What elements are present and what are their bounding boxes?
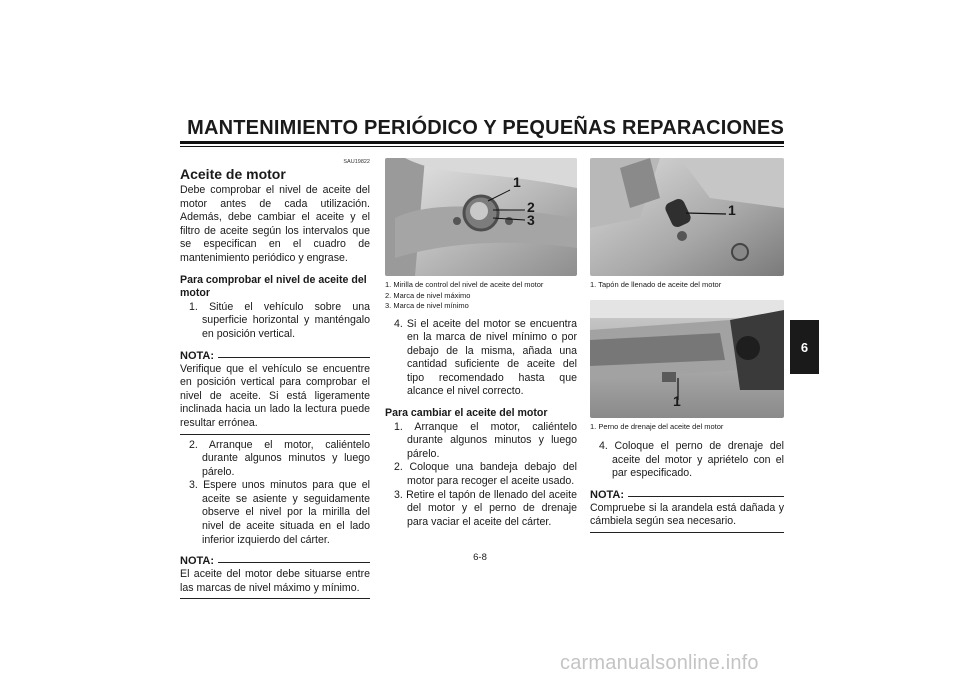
- filler-cap-illustration: [590, 158, 784, 276]
- oil-level-window-photo: [385, 158, 577, 276]
- header-rule-thin: [180, 146, 784, 147]
- caption-filler-cap: [590, 280, 784, 291]
- callout-2: 2: [527, 199, 535, 215]
- header-rule: [180, 141, 784, 144]
- drain-bolt-illustration: [590, 300, 784, 418]
- change-step-2: 2. Coloque una bandeja debajo del motor para recoger el aceite usado.: [394, 461, 577, 488]
- oil-filler-cap-photo: [590, 158, 784, 276]
- check-step-2: 2. Arranque el motor, caliéntelo durante algunos minutos y luego párelo.: [189, 438, 370, 478]
- note-label: NOTA:: [590, 488, 625, 501]
- column-2: [385, 158, 577, 529]
- caption-text: 1. Perno de drenaje del aceite del motor: [590, 421, 724, 431]
- note-box-2: [180, 555, 370, 599]
- note-text: Verifique que el vehículo se encuentre en posición vertical para comprobar el nivel de aceite. Si está ligeramente inclinada hacia un lado la lectura puede resultar errónea.: [180, 362, 370, 429]
- callout-1: 1: [513, 174, 521, 190]
- section-code: SAU19822: [343, 159, 370, 165]
- note-box-1: [180, 350, 370, 435]
- caption-3: 3. Marca de nivel mínimo: [385, 301, 469, 310]
- caption-1: 1. Mirilla de control del nivel de aceite del motor: [385, 280, 544, 289]
- column-3: [590, 158, 784, 537]
- callout-1: 1: [673, 392, 681, 409]
- note-box-3: [590, 489, 784, 533]
- subheading-check-oil: Para comprobar el nivel de aceite del motor: [180, 273, 367, 300]
- change-step-4: 4. Coloque el perno de drenaje del aceite del motor y apriételo con el par especificado.: [599, 440, 784, 480]
- note-text: El aceite del motor debe situarse entre las marcas de nivel máximo y mínimo.: [180, 568, 370, 594]
- check-step-1: 1. Sitúe el vehículo sobre una superficie horizontal y manténgalo en posición vertical.: [189, 300, 370, 340]
- page-number: 6-8: [473, 552, 487, 563]
- subheading-change-oil: Para cambiar el aceite del motor: [385, 407, 548, 420]
- page-header-title: MANTENIMIENTO PERIÓDICO Y PEQUEÑAS REPARACIONES: [187, 117, 784, 139]
- engine-photo-illustration: [385, 158, 577, 276]
- drain-bolt-photo: [590, 300, 784, 418]
- caption-text: 1. Tapón de llenado de aceite del motor: [590, 280, 722, 289]
- check-step-3: 3. Espere unos minutos para que el aceite se asiente y seguidamente observe el nivel por la mirilla del nivel de aceite situada en el lado inferior izquierdo del cárter.: [189, 479, 370, 546]
- column-1: [180, 158, 370, 603]
- note-label: NOTA:: [180, 349, 215, 362]
- note-label: NOTA:: [180, 555, 215, 568]
- callout-3: 3: [527, 212, 535, 228]
- caption-2: 2. Marca de nivel máximo: [385, 290, 471, 300]
- watermark: carmanualsonline.info: [560, 652, 759, 674]
- chapter-tab: 6: [790, 320, 819, 374]
- change-step-1: 1. Arranque el motor, caliéntelo durante algunos minutos y luego párelo.: [394, 420, 577, 460]
- photo-captions: [385, 280, 577, 312]
- section-title: Aceite de motor: [180, 166, 286, 182]
- check-step-4: 4. Si el aceite del motor se encuentra en la marca de nivel mínimo o por debajo de la misma, añada una cantidad suficiente de aceite del tipo recomendado hasta que alcance el nivel correcto.: [394, 317, 577, 398]
- note-text: Compruebe si la arandela está dañada y cámbiela según sea necesario.: [590, 501, 784, 528]
- callout-1: 1: [728, 202, 736, 218]
- caption-drain-bolt: [590, 422, 784, 433]
- change-step-3: 3. Retire el tapón de llenado del aceite del motor y el perno de drenaje para vaciar el aceite del cárter.: [394, 488, 577, 528]
- intro-paragraph: Debe comprobar el nivel de aceite del motor antes de cada utilización. Además, debe cambiar el aceite y el filtro de aceite según los intervalos que se especifican en el cuadro de mantenimiento periódico y engrase.: [180, 184, 370, 264]
